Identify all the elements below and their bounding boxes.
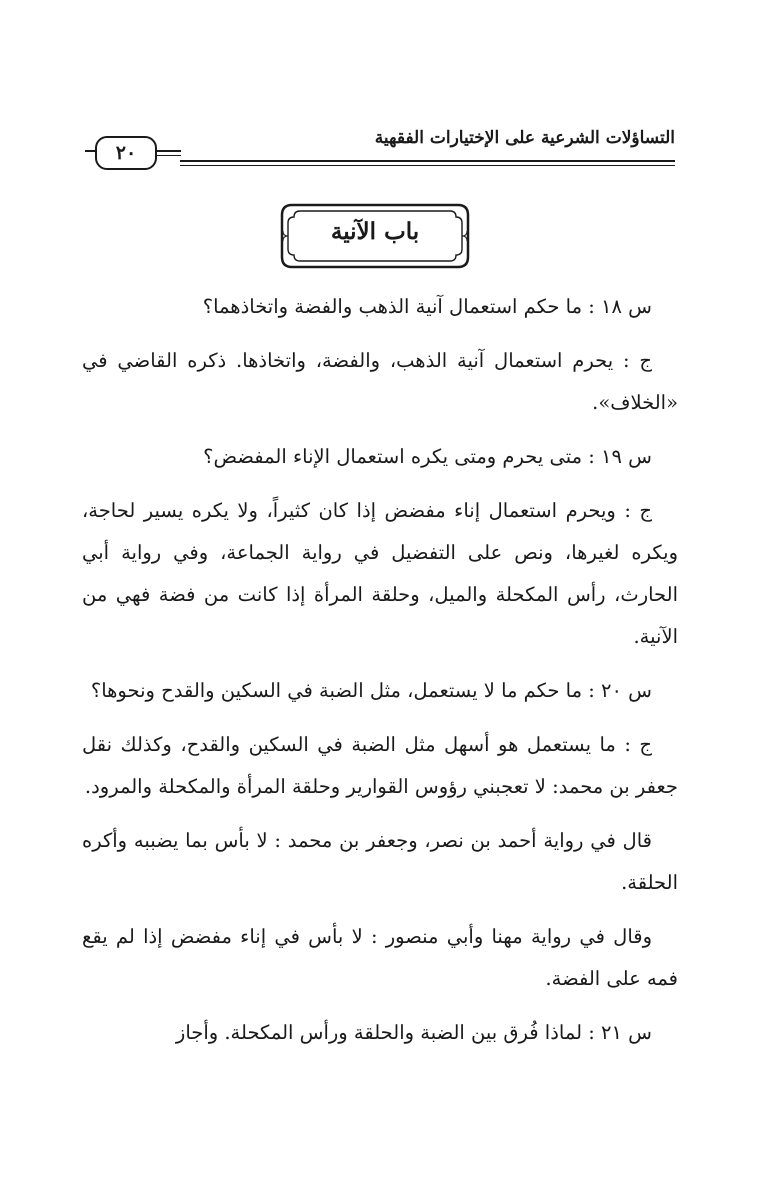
page-number-badge: [95, 136, 157, 170]
badge-connector-right-thin: [155, 155, 181, 156]
answer-19: ج : ويحرم استعمال إناء مفضض إذا كان كثيراً، ولا يكره يسير لحاجة، ويكره لغيرها، ونص على التفضيل في رواية الجماعة، وفي رواية أبي الحارث، رأس المكحلة والميل، وحلقة المرأة إذا كانت من فضة فهي من الآنية.: [82, 499, 678, 648]
page-number: ٢٠: [115, 142, 137, 164]
chapter-title-box: [280, 203, 470, 269]
header-rule-thin: [180, 165, 675, 166]
answer-18: ج : يحرم استعمال آنية الذهب، والفضة، واتخاذها. ذكره القاضي في «الخلاف».: [82, 349, 678, 414]
badge-connector-right: [155, 150, 181, 152]
badge-connector-left: [85, 150, 95, 152]
running-header: [85, 128, 675, 174]
header-rule: [180, 160, 675, 162]
page-body: [82, 286, 678, 1066]
question-18: س ١٨ : ما حكم استعمال آنية الذهب والفضة واتخاذهما؟: [202, 295, 652, 318]
question-21: س ٢١ : لماذا فُرق بين الضبة والحلقة ورأس المكحلة. وأجاز: [175, 1021, 652, 1044]
quote-muhanna: وقال في رواية مهنا وأبي منصور : لا بأس في إناء مفضض إذا لم يقع فمه على الفضة.: [82, 925, 678, 990]
question-19: س ١٩ : متى يحرم ومتى يكره استعمال الإناء المفضض؟: [203, 445, 652, 468]
answer-20: ج : ما يستعمل هو أسهل مثل الضبة في السكين والقدح، وكذلك نقل جعفر بن محمد: لا تعجبني رؤوس القوارير وحلقة المرأة والمكحلة والمرود.: [82, 733, 678, 798]
chapter-title: باب الآنية: [330, 218, 420, 245]
quote-ahmad-bin-nasr: قال في رواية أحمد بن نصر، وجعفر بن محمد : لا بأس بما يضببه وأكره الحلقة.: [82, 829, 678, 894]
running-header-title: التساؤلات الشرعية على الإختيارات الفقهية: [374, 128, 675, 148]
question-20: س ٢٠ : ما حكم ما لا يستعمل، مثل الضبة في السكين والقدح ونحوها؟: [90, 679, 652, 702]
